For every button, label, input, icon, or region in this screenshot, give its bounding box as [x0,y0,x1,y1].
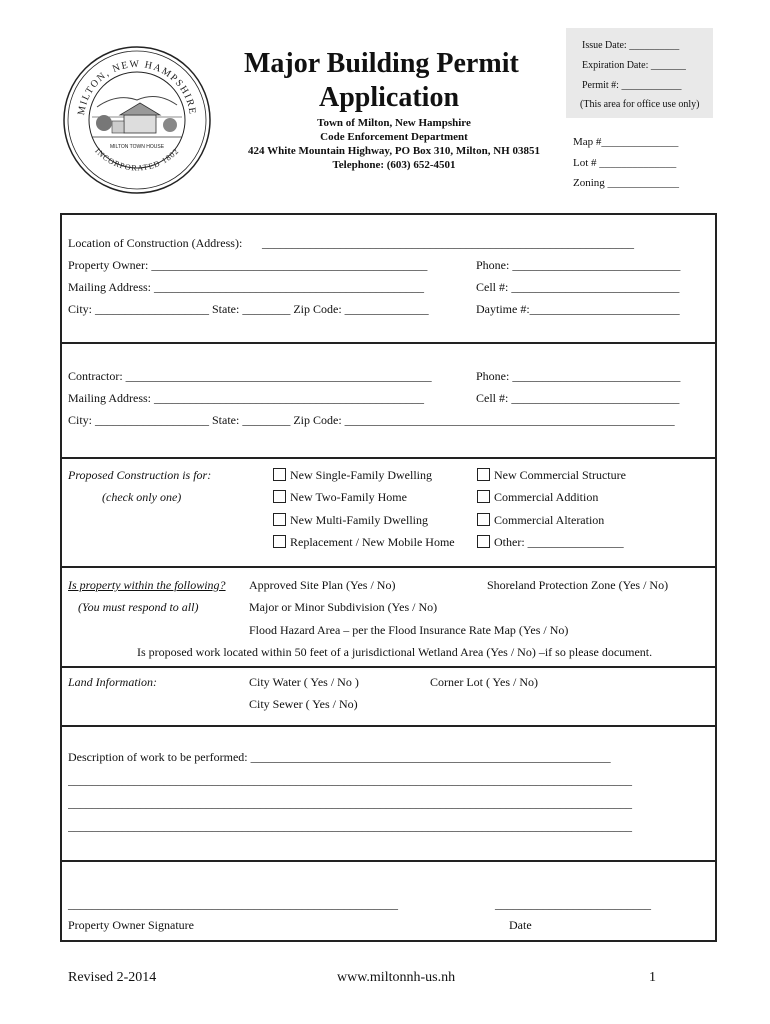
issue-date-field[interactable]: Issue Date: __________ [582,40,680,51]
divider [60,940,715,942]
checkbox-commercial-alteration[interactable]: Commercial Alteration [477,513,604,528]
checkbox-other[interactable]: Other: ________________ [477,535,624,550]
expiration-date-field[interactable]: Expiration Date: _______ [582,60,686,71]
org-name: Town of Milton, New Hampshire [317,117,471,129]
seal-top-text: MILTON, NEW HAMPSHIRE [76,58,198,117]
site-plan-question[interactable]: Approved Site Plan (Yes / No) [249,578,396,592]
contractor-mailing-address-field[interactable]: Mailing Address: _____________________________________________ [68,391,424,405]
checkbox-box[interactable] [273,490,286,503]
checkbox-new-single-family[interactable]: New Single-Family Dwelling [273,468,432,483]
city-sewer-question[interactable]: City Sewer ( Yes / No) [249,697,358,711]
property-question-label: Is property within the following? [68,578,226,592]
website-url[interactable]: www.miltonnh-us.nh [337,970,456,985]
description-line[interactable]: ______________________________________________________________________________________________ [68,819,632,833]
contractor-field[interactable]: Contractor: ___________________________________________________ [68,369,432,383]
checkbox-box[interactable] [273,513,286,526]
permit-number-field[interactable]: Permit #: ____________ [582,80,682,91]
org-address: 424 White Mountain Highway, PO Box 310, Milton, NH 03851 [248,145,540,157]
divider [60,725,715,727]
wetland-question[interactable]: Is proposed work located within 50 feet of a jurisdictional Wetland Area (Yes / No) –if so please document. [137,645,653,659]
divider [60,213,715,215]
checkbox-box[interactable] [273,468,286,481]
checkbox-new-two-family[interactable]: New Two-Family Home [273,490,407,505]
location-label: Location of Construction (Address): [68,236,243,250]
signature-label: Property Owner Signature [68,918,194,932]
office-use-note: (This area for office use only) [580,99,700,110]
description-line[interactable]: ______________________________________________________________________________________________ [68,796,632,810]
date-label: Date [509,918,532,932]
checkbox-box[interactable] [477,535,490,548]
construction-sublabel: (check only one) [102,490,182,504]
page-number: 1 [649,970,656,985]
checkbox-new-multi-family[interactable]: New Multi-Family Dwelling [273,513,428,528]
seal-inner-text: MILTON TOWN HOUSE [109,144,165,150]
contractor-city-state-zip-field[interactable]: City: ___________________ State: ________ Zip Code: _______________________________________________________ [68,413,675,427]
contractor-phone-field[interactable]: Phone: ____________________________ [476,369,681,383]
org-phone: Telephone: (603) 652-4501 [332,159,456,171]
property-owner-field[interactable]: Property Owner: ______________________________________________ [68,258,428,272]
divider [60,666,715,668]
checkbox-replacement-mobile-home[interactable]: Replacement / New Mobile Home [273,535,455,550]
owner-cell-field[interactable]: Cell #: ____________________________ [476,280,680,294]
zoning-field[interactable]: Zoning _____________ [573,177,680,189]
divider [60,457,715,459]
divider [60,860,715,862]
checkbox-commercial-addition[interactable]: Commercial Addition [477,490,598,505]
owner-daytime-phone-field[interactable]: Daytime #:_________________________ [476,302,680,316]
construction-label: Proposed Construction is for: [68,468,212,482]
revised-date: Revised 2-2014 [68,970,157,985]
city-water-question[interactable]: City Water ( Yes / No ) [249,675,359,689]
owner-mailing-address-field[interactable]: Mailing Address: _____________________________________________ [68,280,424,294]
property-must-respond: (You must respond to all) [78,600,199,614]
location-input[interactable]: ______________________________________________________________ [262,236,634,250]
checkbox-box[interactable] [273,535,286,548]
map-number-field[interactable]: Map #______________ [573,136,679,148]
description-line[interactable]: ______________________________________________________________________________________________ [68,773,632,787]
contractor-cell-field[interactable]: Cell #: ____________________________ [476,391,680,405]
page-title-line2: Application [319,82,460,113]
owner-city-state-zip-field[interactable]: City: ___________________ State: ________ Zip Code: ______________ [68,302,429,316]
subdivision-question[interactable]: Major or Minor Subdivision (Yes / No) [249,600,438,614]
checkbox-box[interactable] [477,468,490,481]
corner-lot-question[interactable]: Corner Lot ( Yes / No) [430,675,538,689]
flood-hazard-question[interactable]: Flood Hazard Area – per the Flood Insurance Rate Map (Yes / No) [249,623,569,637]
divider [60,342,715,344]
date-line[interactable]: __________________________ [495,897,651,911]
checkbox-box[interactable] [477,490,490,503]
checkbox-box[interactable] [477,513,490,526]
signature-line[interactable]: _______________________________________________________ [68,897,398,911]
checkbox-new-commercial[interactable]: New Commercial Structure [477,468,626,483]
dept-name: Code Enforcement Department [320,131,468,143]
description-field[interactable]: Description of work to be performed: ____________________________________________________________ [68,750,611,764]
page-title-line1: Major Building Permit [244,48,519,79]
lot-number-field[interactable]: Lot # ______________ [573,157,677,169]
owner-phone-field[interactable]: Phone: ____________________________ [476,258,681,272]
seal-bottom-text: INCORPORATED 1802 [93,146,181,173]
shoreland-question[interactable]: Shoreland Protection Zone (Yes / No) [487,578,669,592]
divider [60,566,715,568]
land-info-label: Land Information: [68,675,158,689]
